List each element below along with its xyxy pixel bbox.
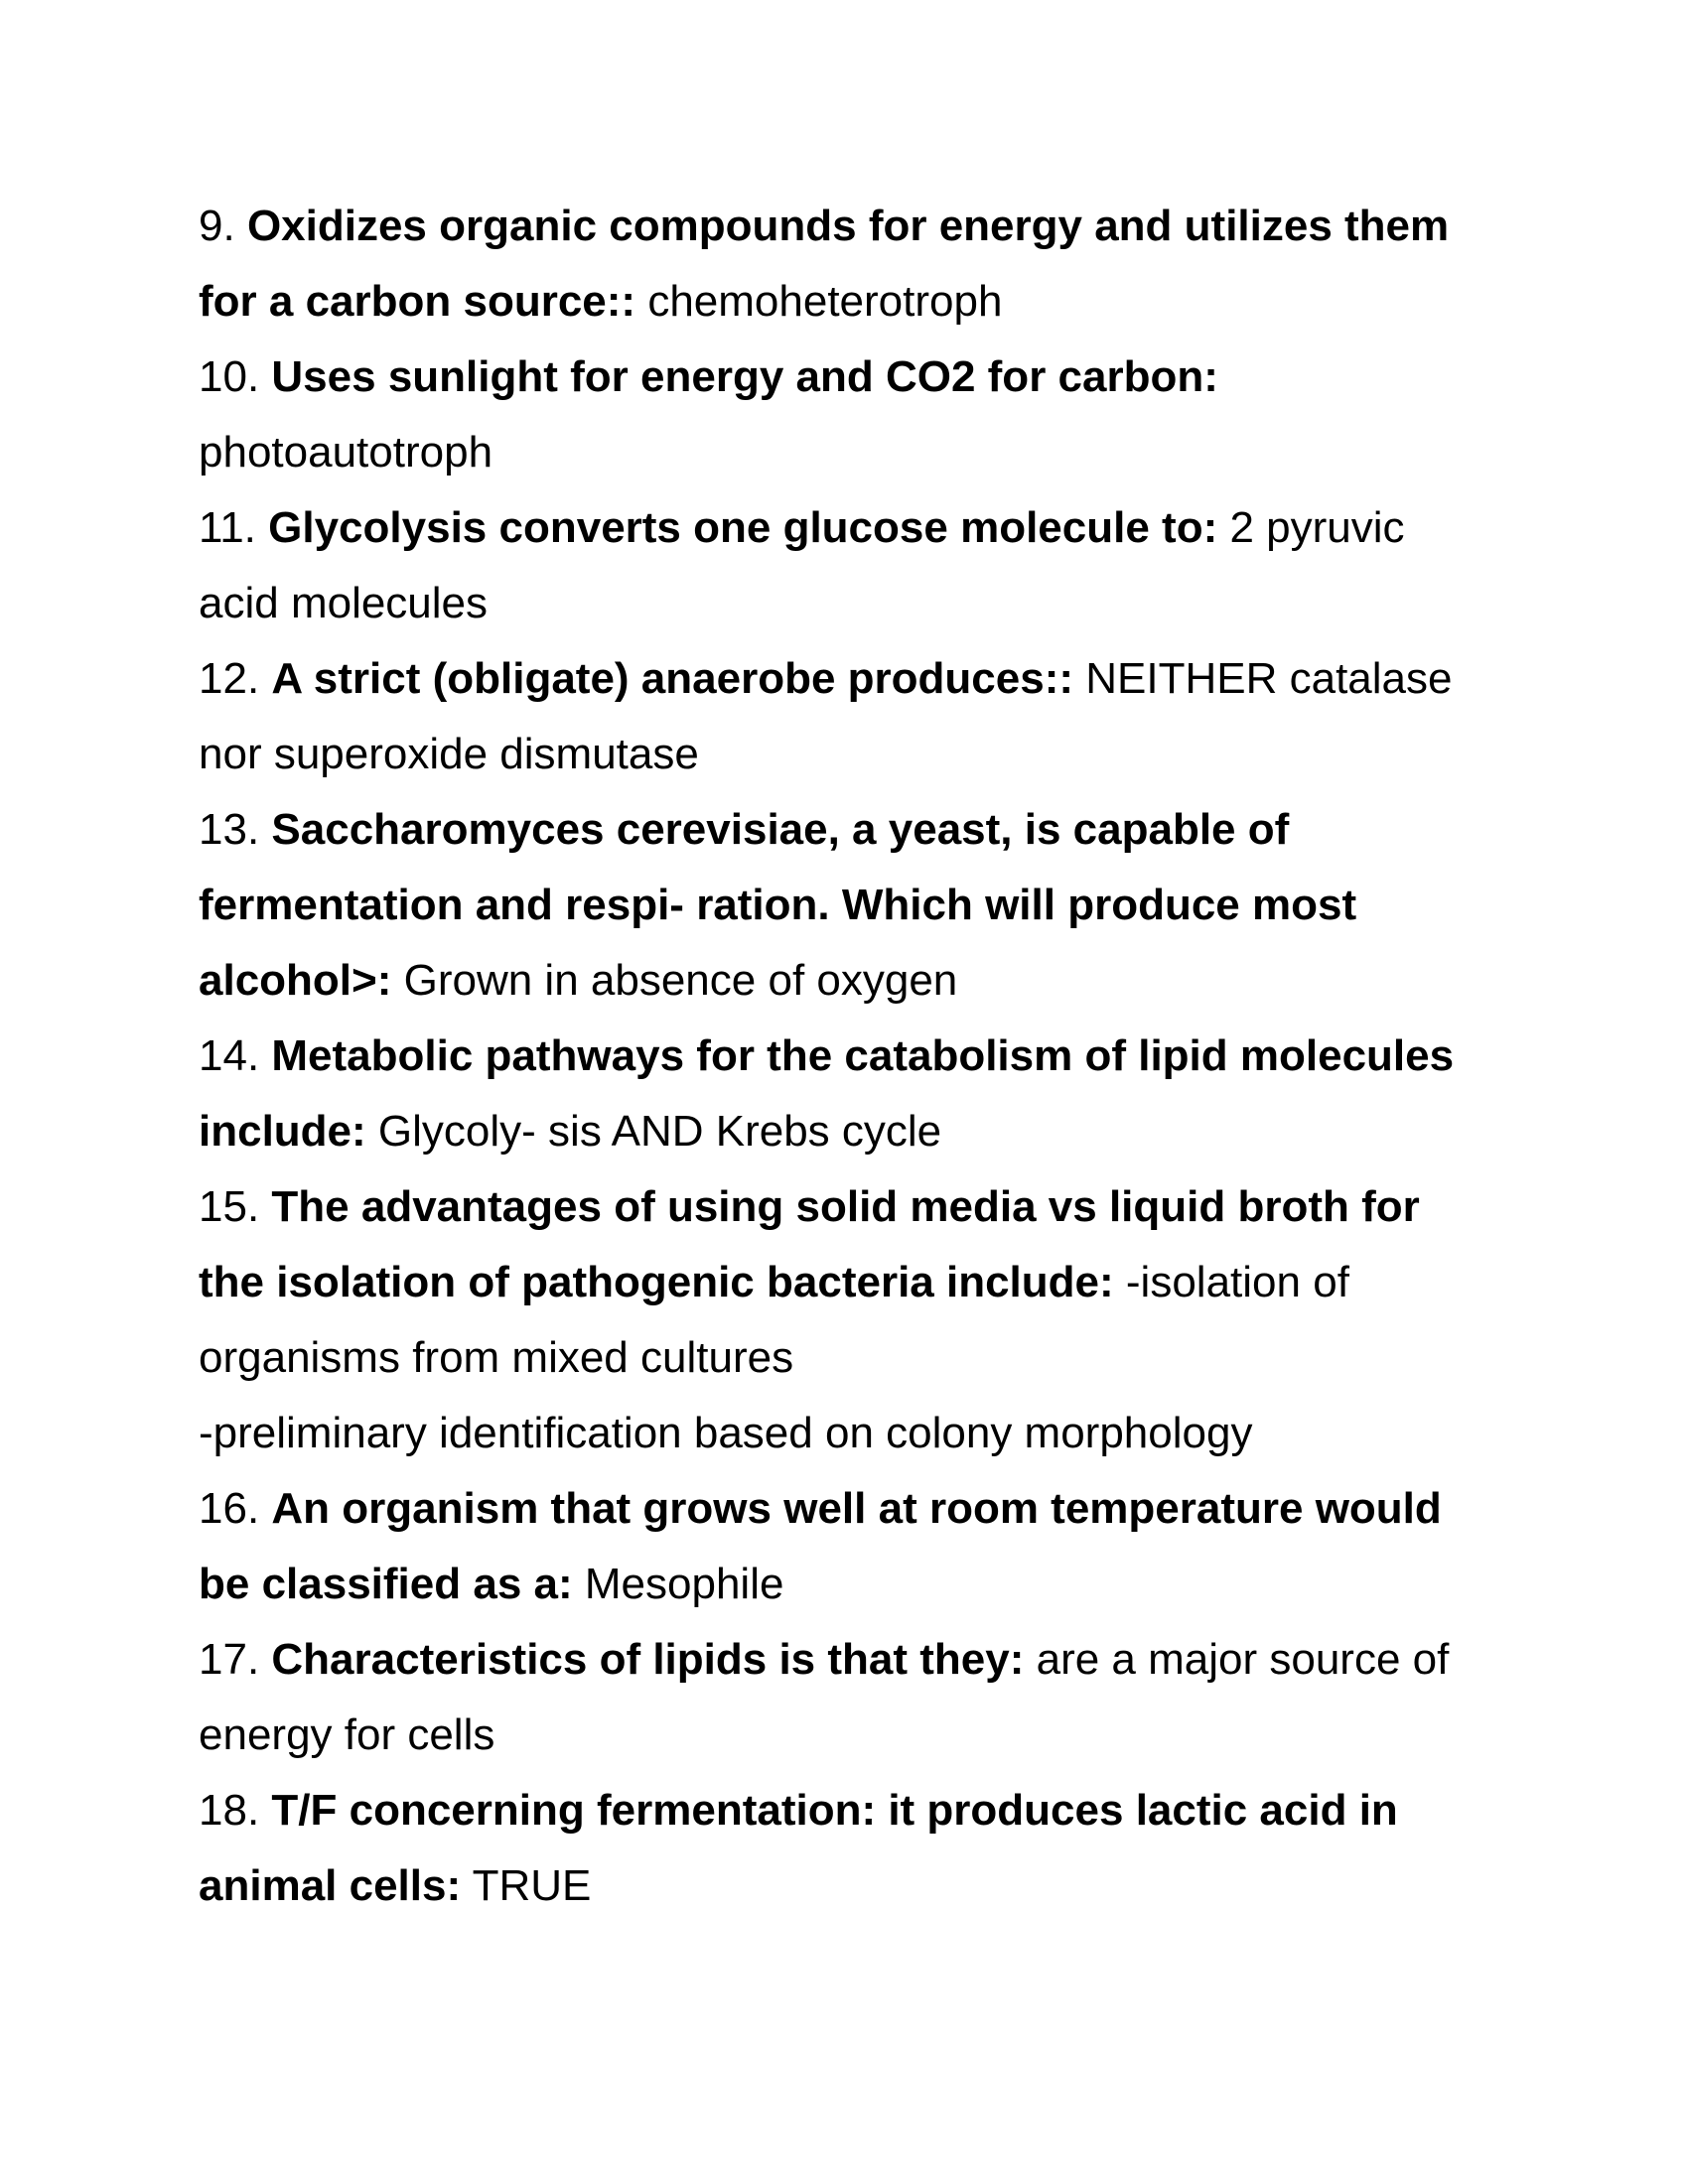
item-number: 10. <box>199 352 260 401</box>
answer-text: NEITHER catalase nor superoxide dismutase <box>199 654 1453 778</box>
item-number: 14. <box>199 1031 260 1080</box>
question-item-11 <box>199 490 1489 641</box>
item-number: 15. <box>199 1182 260 1231</box>
question-item-10 <box>199 340 1489 490</box>
question-text: T/F concerning fermentation: it produces lactic acid in animal cells: <box>199 1786 1398 1910</box>
question-text: Oxidizes organic compounds for energy and utilizes them for a carbon source:: <box>199 202 1450 326</box>
item-number: 18. <box>199 1786 260 1835</box>
answer-text: Glycoly- sis AND Krebs cycle <box>377 1107 942 1156</box>
answer-text: photoautotroph <box>199 428 493 477</box>
answer-text: Mesophile <box>584 1560 784 1608</box>
question-text: The advantages of using solid media vs liquid broth for the isolation of pathogenic bacteria include: <box>199 1182 1420 1306</box>
question-text: An organism that grows well at room temperature would be classified as a: <box>199 1484 1442 1608</box>
question-item-12 <box>199 641 1489 792</box>
question-text: Characteristics of lipids is that they: <box>271 1635 1025 1684</box>
answer-text: TRUE <box>472 1861 592 1910</box>
item-number: 11. <box>199 503 256 552</box>
question-item-9 <box>199 189 1489 340</box>
answer-text: -isolation of organisms from mixed cultures <box>199 1258 1349 1382</box>
question-item-13 <box>199 792 1489 1019</box>
question-item-17 <box>199 1622 1489 1773</box>
answer-text: 2 pyruvic acid molecules <box>199 503 1405 627</box>
question-item-15 <box>199 1169 1489 1471</box>
question-item-14 <box>199 1019 1489 1169</box>
answer-text: Grown in absence of oxygen <box>403 956 958 1005</box>
question-text: A strict (obligate) anaerobe produces:: <box>271 654 1074 703</box>
answer-text-extra: -preliminary identification based on colony morphology <box>199 1409 1253 1457</box>
item-number: 13. <box>199 805 260 854</box>
item-number: 16. <box>199 1484 260 1533</box>
question-text: Saccharomyces cerevisiae, a yeast, is capable of fermentation and respi- ration. Which will produce most alcohol>: <box>199 805 1357 1005</box>
question-text: Uses sunlight for energy and CO2 for carbon: <box>271 352 1218 401</box>
item-number: 9. <box>199 202 235 250</box>
answer-text: are a major source of energy for cells <box>199 1635 1450 1759</box>
answer-text: chemoheterotroph <box>647 277 1003 326</box>
question-text: Metabolic pathways for the catabolism of lipid molecules include: <box>199 1031 1455 1156</box>
question-text: Glycolysis converts one glucose molecule to: <box>268 503 1218 552</box>
item-number: 12. <box>199 654 260 703</box>
document-page <box>199 189 1489 1924</box>
question-item-16 <box>199 1471 1489 1622</box>
item-number: 17. <box>199 1635 260 1684</box>
question-item-18 <box>199 1773 1489 1924</box>
